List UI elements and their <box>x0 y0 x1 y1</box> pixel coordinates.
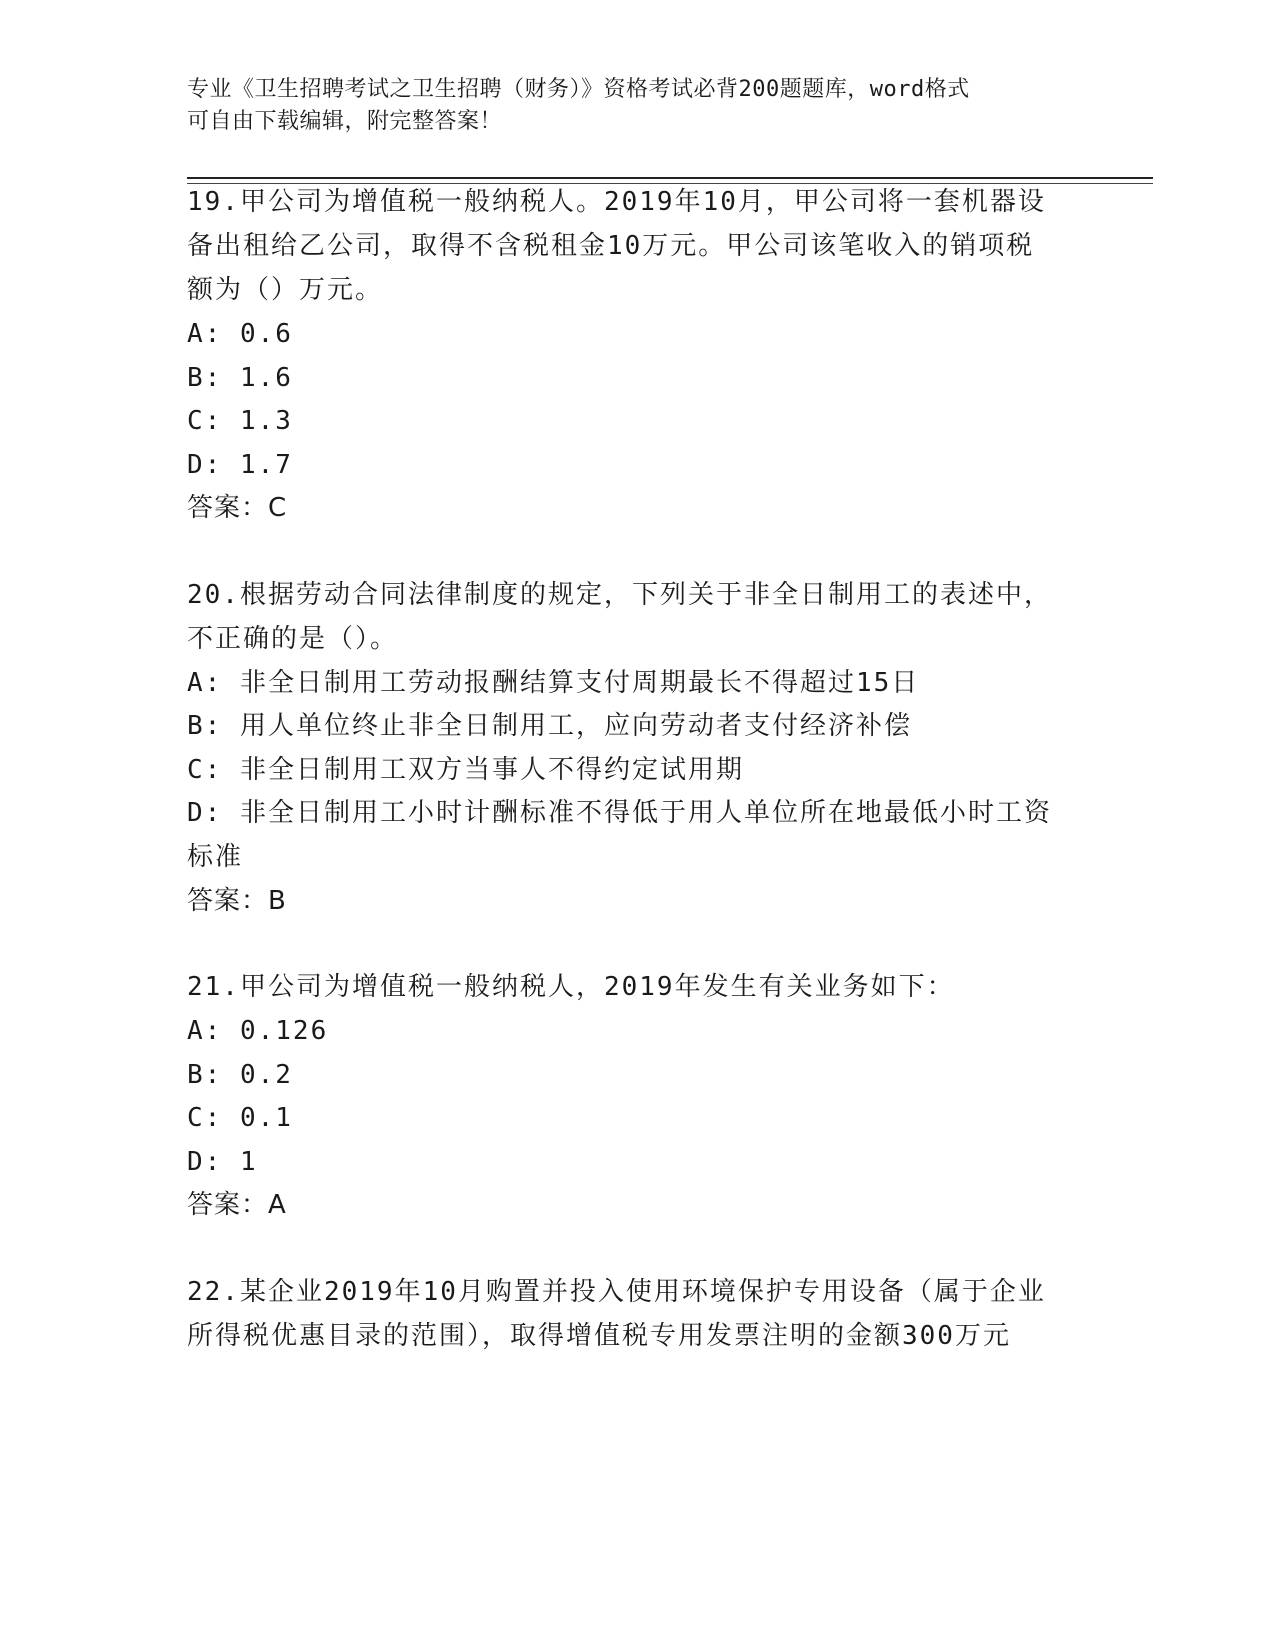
question-19-option-c: C: 1.3 <box>187 406 293 436</box>
question-20-option-a: A: 非全日制用工劳动报酬结算支付周期最长不得超过15日 <box>187 668 920 698</box>
question-20-option-d-continued: 标准 <box>187 842 244 872</box>
question-21-option-a: A: 0.126 <box>187 1016 329 1046</box>
question-20-option-c: C: 非全日制用工双方当事人不得约定试用期 <box>187 755 744 785</box>
question-19-answer: 答案：C <box>187 493 288 523</box>
question-19-option-a: A: 0.6 <box>187 319 293 349</box>
question-19-option-d: D: 1.7 <box>187 450 293 480</box>
question-20-text-line-2: 不正确的是（）。 <box>187 624 399 654</box>
question-19-option-b: B: 1.6 <box>187 363 293 393</box>
question-21-answer: 答案：A <box>187 1190 287 1220</box>
header-divider-thin <box>187 183 1153 184</box>
question-20-option-b: B: 用人单位终止非全日制用工，应向劳动者支付经济补偿 <box>187 711 912 741</box>
question-20-answer: 答案：B <box>187 886 287 916</box>
question-19-text-line-2: 备出租给乙公司，取得不含税租金10万元。甲公司该笔收入的销项税 <box>187 231 1035 261</box>
question-21-option-c: C: 0.1 <box>187 1103 293 1133</box>
header-divider <box>187 177 1153 179</box>
question-19-text-line-1: 19.甲公司为增值税一般纳税人。2019年10月，甲公司将一套机器设 <box>187 187 1046 217</box>
question-22-text-line-1: 22.某企业2019年10月购置并投入使用环境保护专用设备（属于企业 <box>187 1277 1046 1307</box>
question-21-option-b: B: 0.2 <box>187 1060 293 1090</box>
question-21-option-d: D: 1 <box>187 1147 258 1177</box>
question-21-text-line-1: 21.甲公司为增值税一般纳税人，2019年发生有关业务如下： <box>187 972 955 1002</box>
question-22-text-line-2: 所得税优惠目录的范围），取得增值税专用发票注明的金额300万元 <box>187 1321 1011 1351</box>
document-header <box>187 74 1067 138</box>
header-line-1: 专业《卫生招聘考试之卫生招聘（财务）》资格考试必背200题题库，word格式 <box>187 77 970 102</box>
header-line-2: 可自由下载编辑，附完整答案！ <box>187 109 503 134</box>
question-20-option-d: D: 非全日制用工小时计酬标准不得低于用人单位所在地最低小时工资 <box>187 798 1052 828</box>
question-19-text-line-3: 额为（）万元。 <box>187 275 384 305</box>
question-20-text-line-1: 20.根据劳动合同法律制度的规定，下列关于非全日制用工的表述中， <box>187 580 1052 610</box>
